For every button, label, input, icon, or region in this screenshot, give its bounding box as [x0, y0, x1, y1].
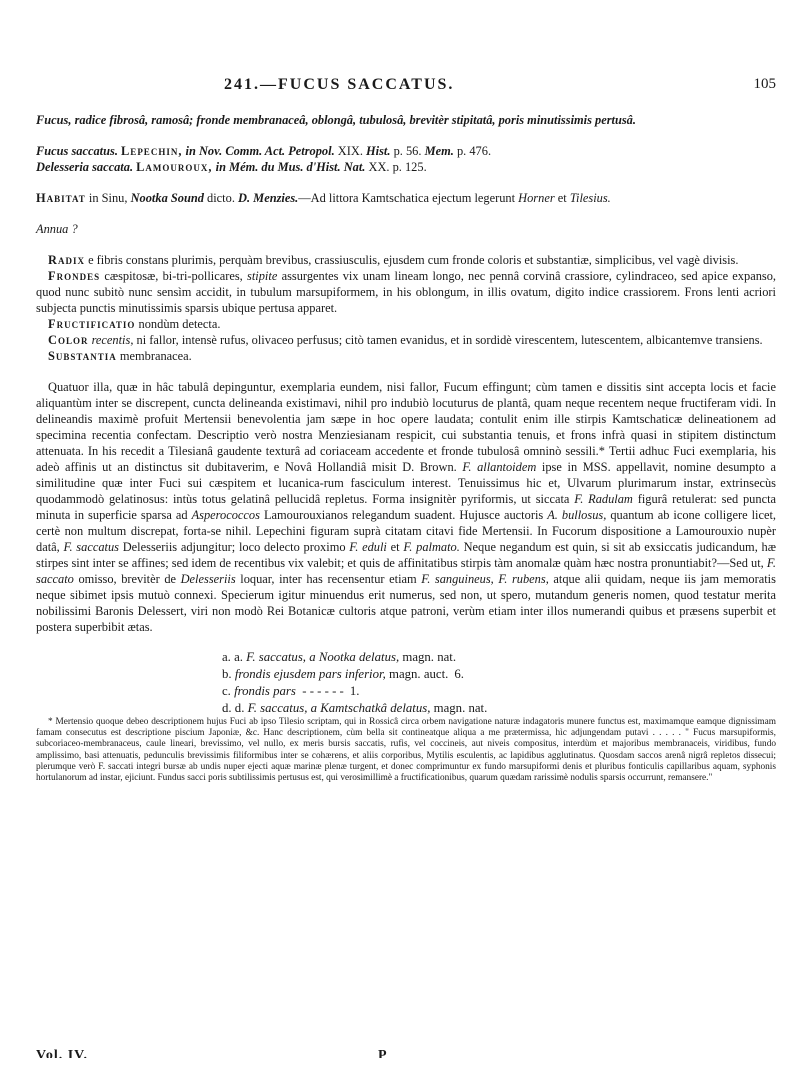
synonym-1-detail: XIX. [337, 144, 363, 158]
page-number: 105 [753, 76, 776, 92]
discussion [36, 379, 776, 635]
specimen-letter: a. a. [222, 650, 243, 664]
body-text [36, 112, 776, 784]
discussion-i: omisso, brevitèr de [78, 572, 177, 586]
specimen-row [222, 649, 776, 666]
subst-label: Substantia [48, 349, 117, 363]
synonym-2-author: Lamouroux, [136, 160, 213, 174]
discussion-k: atque alii quidam, neque iis jam memoratis neque sibimet ipsis mutuò connexi. Specierum igitur minuendus erit numerus, sed non, ut spero, mutandum generis nomen, quod testatur merita nobilissimi Baronis Delessert, viri non modò Rei Botanicæ cultoris atque patroni, verùm etiam inter illos numerandi quibus et præsens superbit et postera superbibit ætas. [36, 572, 776, 634]
habitat-t4: et [557, 191, 567, 205]
specimen-rest: a Nootka delatus, [309, 650, 400, 664]
signature-mark: P [378, 1048, 387, 1058]
discussion-a-bullosus: A. bullosus, [547, 508, 607, 522]
specimen-row [222, 666, 776, 683]
discussion-h: Neque negandum est quin, si sit ab exsiccatis judicandum, hæ stirpes sint inter se affines; sed idem de recentibus vix valebit; et quis de affinitatibus stirpis tàm anomalæ quàm hæc nostra pronuntiabit?—Sed ut, [36, 540, 776, 570]
specimen-name: frondis pars [234, 684, 296, 698]
specimen-letter: c. [222, 684, 231, 698]
synonym-2-detail: XX. p. 125. [368, 160, 427, 174]
synonym-1-hist-page: p. 56. [393, 144, 422, 158]
specimen-letter: b. [222, 667, 232, 681]
habitat-label: Habitat [36, 191, 86, 205]
discussion-f-sanguineus: F. sanguineus, F. rubens, [421, 572, 549, 586]
specimen-row [222, 700, 776, 717]
fructificatio [36, 316, 776, 332]
discussion-f-eduli: F. eduli [349, 540, 387, 554]
subst-text: membranacea. [119, 349, 192, 363]
specimen-row [222, 683, 776, 700]
substantia [36, 348, 776, 364]
discussion-a: Quatuor illa, quæ in hâc tabulâ depinguntur, exemplaria eundem, nisi fallor, Fucum effingunt; cùm tamen e dissitis sint accepta locis et facie aliquantùm inter se discrepent, cuncta delineanda existimavi, nihil pro indubiò locuturus de plantâ, quam neque recentem neque fructiferam vidi. In delineandis maximè profuit Mertensii benevolentia jam sæpe in hoc opere laudata; contulit enim ille stirpis Kamtschaticæ delineationem ad specimina recentia confectam. Descriptio verò nostra Menziesianam respicit, cui substantia tenuis, et frons infrà quasi in stipitem distinctum attenuata. In his recedit a Tilesianâ gaudente texturâ ad coriaceam accedente et fronde tubulosâ omninò sessili.* Tertii adhuc Fuci exemplaria, his adeò affinis ut an distinctus sit dubitaverim, e Novâ Hollandiâ misit D. Brown. [36, 380, 776, 474]
habitat-t1: in Sinu, [88, 191, 128, 205]
discussion-delesseriis: Delesseriis [180, 572, 236, 586]
habitat-collector: D. Menzies. [238, 191, 299, 205]
duration-text: Annua ? [36, 222, 78, 236]
discussion-e: quantum ab icone colligere licet, certè non multum discrepat, forta-se nihil. Lepechini figuram suprà citatam citavi fide Mertensii. In Fucorum dispositione a Lamourouxio nupèr datâ, [36, 508, 776, 554]
color-label: Color [48, 333, 89, 347]
diagnosis-text: Fucus, radice fibrosâ, ramosâ; fronde membranaceâ, oblongâ, tubulosâ, brevitèr stipitatâ, poris minutissimis pertusâ. [36, 113, 636, 127]
habitat-t2: dicto. [207, 191, 235, 205]
habitat [36, 190, 776, 206]
discussion-f-allantoidem: F. allantoidem [462, 460, 537, 474]
habitat-c2: Horner [518, 191, 555, 205]
radix [36, 252, 776, 268]
synonym-1 [36, 143, 776, 159]
synonym-1-mem: Mem. [424, 144, 454, 158]
discussion-f-radulam: F. Radulam [574, 492, 633, 506]
color-recentis: recentis, [91, 333, 134, 347]
specimen-letter: d. d. [222, 701, 245, 715]
discussion-f-saccatus: F. saccatus [63, 540, 119, 554]
specimen-name: F. saccatus, [246, 650, 307, 664]
specimen-name: frondis ejusdem pars inferior, [234, 667, 386, 681]
duration [36, 221, 776, 237]
diagnosis [36, 112, 776, 128]
discussion-c: figurâ retulerat: sed puncta minuta in superficie sparsa ad [36, 492, 777, 522]
discussion-f: Delesseriis adjungitur; loco delecto proximo [122, 540, 346, 554]
page-title: 241.—FUCUS SACCATUS. [224, 76, 455, 93]
synonym-1-author: Lepechin, [121, 144, 183, 158]
running-head [24, 76, 784, 100]
synonym-1-ref: in Nov. Comm. Act. Petropol. [185, 144, 335, 158]
synonym-1-mem-page: p. 476. [456, 144, 492, 158]
discussion-f-saccato: F. saccato [36, 556, 776, 586]
color [36, 332, 776, 348]
specimen-name: F. saccatus, a Kamtschatkâ delatus, [247, 701, 431, 715]
radix-text: e fibris constans plurimis, perquàm brevibus, crassiusculis, ejusdem cum fronde coloris et substantiæ, simplicibus, vel vagè divisis. [88, 253, 739, 267]
frondes-stipite: stipite [247, 269, 278, 283]
fruct-text: nondùm detecta. [138, 317, 221, 331]
habitat-place: Nootka Sound [130, 191, 204, 205]
specimen-mag: magn. nat. [433, 701, 488, 715]
habitat-t3: —Ad littora Kamtschatica ejectum legerunt [298, 191, 516, 205]
footnote [36, 717, 776, 784]
frondes-label: Frondes [48, 269, 101, 283]
synonym-2-ref: in Mém. du Mus. d'Hist. Nat. [215, 160, 366, 174]
discussion-j: loquar, inter has recensentur etiam [240, 572, 417, 586]
discussion-b: ipse in MSS. appellavit, nomine desumpto a similitudine quæ inter Fuci sui cæspitem et lucanica-rum fasciculum interest. Tenuissimus hic et, Ulvarum plurimarum instar, extrinsecùs quodammodò gelatinosus: intùs totus gelatinâ pellucidâ repletus. Forma insignitèr pyriformis, ut siccata [36, 460, 776, 506]
discussion-d: Lamourouxianos relegandum suadent. Hujusce auctoris [263, 508, 544, 522]
specimen-mag: magn. nat. [402, 650, 457, 664]
document-page [24, 48, 784, 1058]
habitat-c3: Tilesius. [569, 191, 611, 205]
synonym-2 [36, 159, 776, 175]
synonym-1-hist: Hist. [366, 144, 391, 158]
synonym-1-name: Fucus saccatus. [36, 144, 118, 158]
frondes-a: cæspitosæ, bi-tri-pollicares, [104, 269, 243, 283]
discussion-asperococcos: Asperococcos [191, 508, 260, 522]
discussion-g: et [390, 540, 400, 554]
volume-label: Vol. IV. [36, 1048, 88, 1058]
footnote-text: * Mertensio quoque debeo descriptionem hujus Fuci ab ipso Tilesio scriptam, qui in Rossicâ circa orbem navigatione naturæ indagatoris munere functus est, maximamque eamque dignissimam famam consecutus est descriptione piscium Japoniæ, &c. Hanc descriptionem, cùm bella sit contineatque aliqua a me prætermissa, hìc adjungendam putavi . . . . . " Fucus marsupiformis, subcoriaceo-membranaceus, caule lineari, brevissimo, vel nullo, ex meris bursis saccatis, rufis, vel coccineis, aut niveis compositus, interdùm et majoribus membranaceis, viridibus, fundo amplissimo, basi attenuatis, pedunculis brevissimis filiformibus inter se cohærens, et aliis corporibus, Mytilis esculentis, ac lapidibus agglutinatus. Quosdam saccos arenâ nigrâ repletos dissecui; plerumque verò F. saccati integri bursæ ab undis nuper ejecti aquæ marinæ plenæ turgent, et donec comprimuntur ex fundo marsupiformi denis et pluribus fonticulis capillaribus aquam, syphonis hortulanorum ad instar, ejiciunt. Fundus sacci poris subtilissimis pertusus est, qui verosimillimè a fructificationibus, quarum quædam rarissimè nodulis sparsis occurrunt, remansere." [36, 717, 776, 784]
radix-label: Radix [48, 253, 85, 267]
specimen-rest: - - - - - - [302, 684, 344, 698]
frondes [36, 268, 776, 316]
specimen-number: 1. [349, 684, 360, 698]
specimen-number: 6. [454, 667, 464, 681]
page-footer [36, 1048, 776, 1058]
specimen-list [222, 649, 776, 717]
fruct-label: Fructificatio [48, 317, 136, 331]
frondes-b: assurgentes vix unam lineam longo, nec pennâ corvinâ crassiore, cylindraceo, sed apice expanso, quod nunc subitò nunc sensìm accidit, in tubulum marsupiformem, in his oblongum, in illis ovatum, digito indice crassiorem. Frons lenti acriori subjecta punctis minutissimis sparsis ubique pertusa apparet. [36, 269, 777, 315]
synonym-2-name: Delesseria saccata. [36, 160, 134, 174]
discussion-f-palmato: F. palmato. [403, 540, 460, 554]
specimen-mag: magn. auct. [388, 667, 449, 681]
color-text: ni fallor, intensè rufus, olivaceo perfusus; citò tamen evanidus, et in sordidè virescentem, lutescentem, albicantemve transiens. [136, 333, 763, 347]
